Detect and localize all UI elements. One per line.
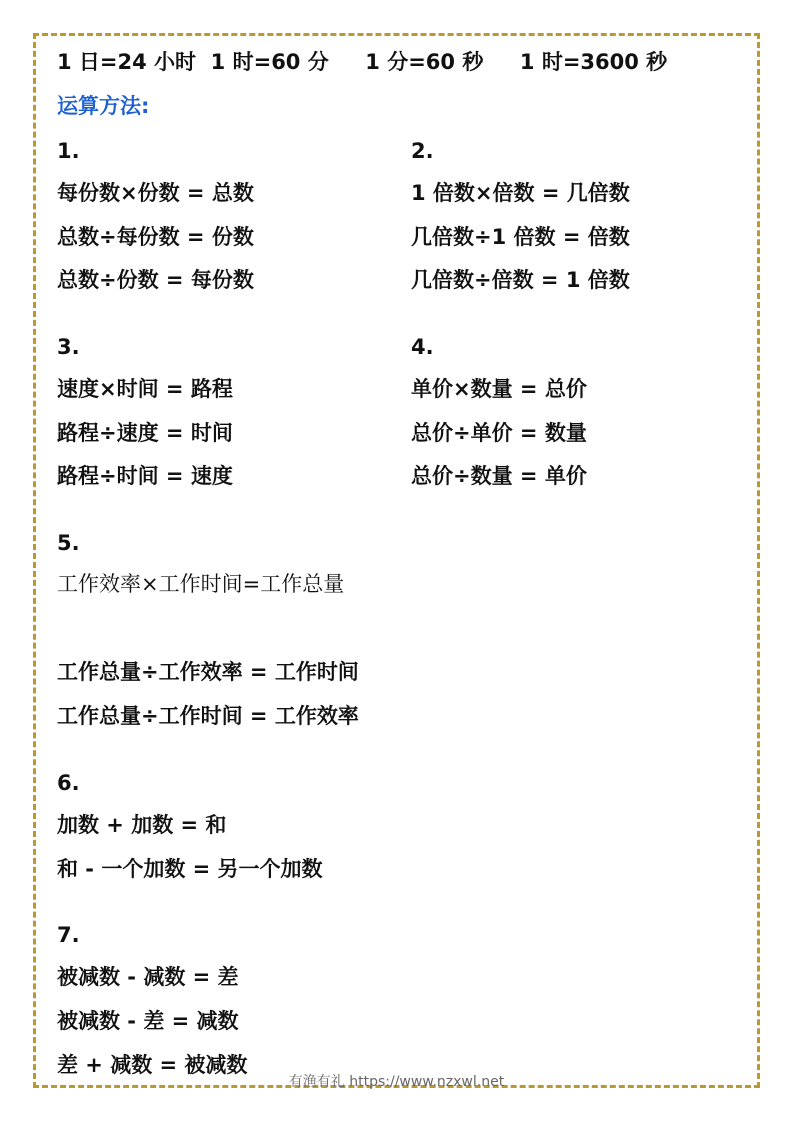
group-3-number: 3. xyxy=(57,335,80,359)
group-7-formula-3: 差 + 减数 = 被减数 xyxy=(57,1053,248,1077)
group-7-formula-1: 被减数 - 减数 = 差 xyxy=(57,965,239,989)
group-5-formula-2: 工作总量÷工作效率 = 工作时间 xyxy=(57,660,359,684)
group-5-formula-1: 工作效率×工作时间=工作总量 xyxy=(57,572,345,596)
group-1-formula-1: 每份数×份数 = 总数 xyxy=(57,181,254,205)
group-1-formula-2: 总数÷每份数 = 份数 xyxy=(57,225,254,249)
group-2-formula-3: 几倍数÷倍数 = 1 倍数 xyxy=(411,268,630,292)
group-4-formula-3: 总价÷数量 = 单价 xyxy=(411,464,587,488)
time-units-line: 1 日=24 小时 1 时=60 分 1 分=60 秒 1 时=3600 秒 xyxy=(57,50,668,74)
group-5-formula-3: 工作总量÷工作时间 = 工作效率 xyxy=(57,704,359,728)
group-5-number: 5. xyxy=(57,531,80,555)
group-4-number: 4. xyxy=(411,335,434,359)
group-4-formula-2: 总价÷单价 = 数量 xyxy=(411,421,587,445)
group-2-formula-2: 几倍数÷1 倍数 = 倍数 xyxy=(411,225,630,249)
group-3-formula-3: 路程÷时间 = 速度 xyxy=(57,464,233,488)
footer-watermark-link[interactable]: 有渔有礼 https://www.nzxwl.net xyxy=(288,1074,505,1090)
group-2-number: 2. xyxy=(411,139,434,163)
group-3-formula-1: 速度×时间 = 路程 xyxy=(57,377,233,401)
group-6-formula-2: 和 - 一个加数 = 另一个加数 xyxy=(57,857,323,881)
group-4-formula-1: 单价×数量 = 总价 xyxy=(411,377,587,401)
group-1-number: 1. xyxy=(57,139,80,163)
group-2-formula-1: 1 倍数×倍数 = 几倍数 xyxy=(411,181,630,205)
group-7-formula-2: 被减数 - 差 = 减数 xyxy=(57,1009,239,1033)
group-6-formula-1: 加数 + 加数 = 和 xyxy=(57,813,227,837)
group-3-formula-2: 路程÷速度 = 时间 xyxy=(57,421,233,445)
group-1-formula-3: 总数÷份数 = 每份数 xyxy=(57,268,254,292)
section-title: 运算方法: xyxy=(57,94,150,118)
group-7-number: 7. xyxy=(57,923,80,947)
group-6-number: 6. xyxy=(57,771,80,795)
